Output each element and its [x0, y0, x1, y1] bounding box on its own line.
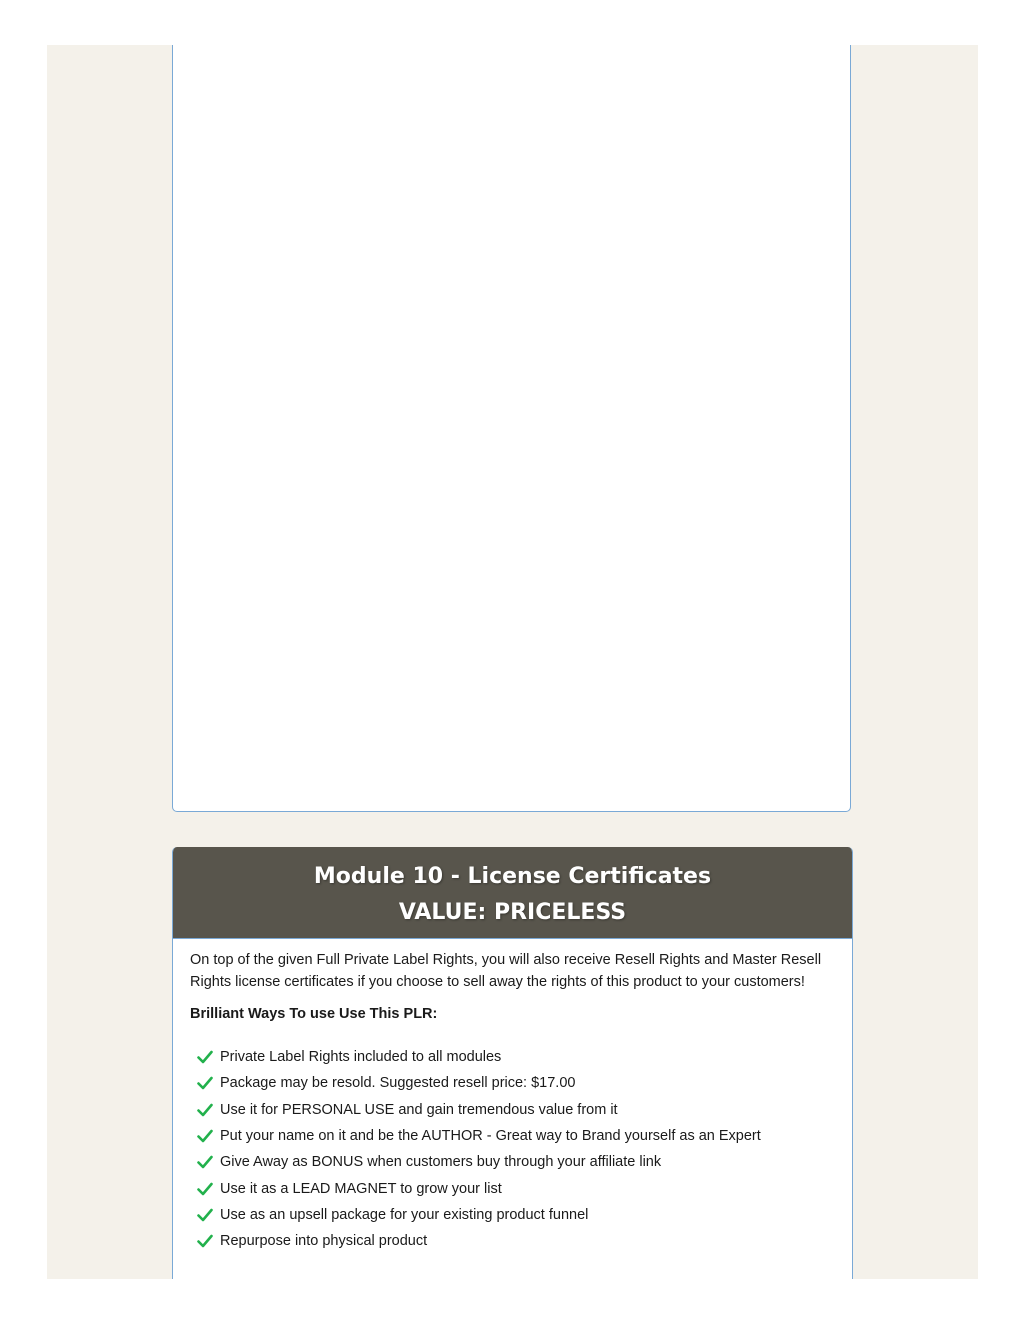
- module-body: [173, 939, 852, 1254]
- module-value-label: VALUE: PRICELESS: [398, 900, 627, 925]
- benefits-list: [190, 1044, 835, 1254]
- module-card: [172, 847, 853, 1279]
- check-icon: [197, 1103, 213, 1117]
- list-item: [197, 1228, 835, 1254]
- check-icon: [197, 1182, 213, 1196]
- ways-heading: Brilliant Ways To use Use This PLR:: [190, 1006, 438, 1022]
- module-intro: On top of the given Full Private Label Rights, you will also receive Resell Rights and Master Resell Rights license certificates if you choose to sell away the rights of this product to your customers!: [190, 952, 822, 990]
- list-item: [197, 1070, 835, 1096]
- module-title: Module 10 - License Certificates: [313, 864, 712, 889]
- check-icon: [197, 1208, 213, 1222]
- check-icon: [197, 1129, 213, 1143]
- benefit-text: Give Away as BONUS when customers buy through your affiliate link: [220, 1154, 662, 1171]
- check-icon: [197, 1155, 213, 1169]
- previous-module-card: [172, 45, 851, 812]
- benefit-text: Use it as a LEAD MAGNET to grow your list: [220, 1180, 502, 1197]
- list-item: [197, 1202, 835, 1228]
- benefit-text: Repurpose into physical product: [220, 1233, 428, 1250]
- check-icon: [197, 1076, 213, 1090]
- list-item: [197, 1097, 835, 1123]
- list-item: [197, 1175, 835, 1201]
- check-icon: [197, 1050, 213, 1064]
- module-header: [173, 847, 852, 939]
- benefit-text: Put your name on it and be the AUTHOR - Great way to Brand yourself as an Expert: [220, 1128, 761, 1145]
- check-icon: [197, 1234, 213, 1248]
- benefit-text: Use it for PERSONAL USE and gain tremendous value from it: [220, 1101, 618, 1118]
- benefit-text: Package may be resold. Suggested resell price: $17.00: [220, 1075, 576, 1092]
- benefit-text: Private Label Rights included to all modules: [220, 1049, 502, 1066]
- benefit-text: Use as an upsell package for your existing product funnel: [220, 1206, 589, 1223]
- list-item: [197, 1149, 835, 1175]
- list-item: [197, 1044, 835, 1070]
- list-item: [197, 1123, 835, 1149]
